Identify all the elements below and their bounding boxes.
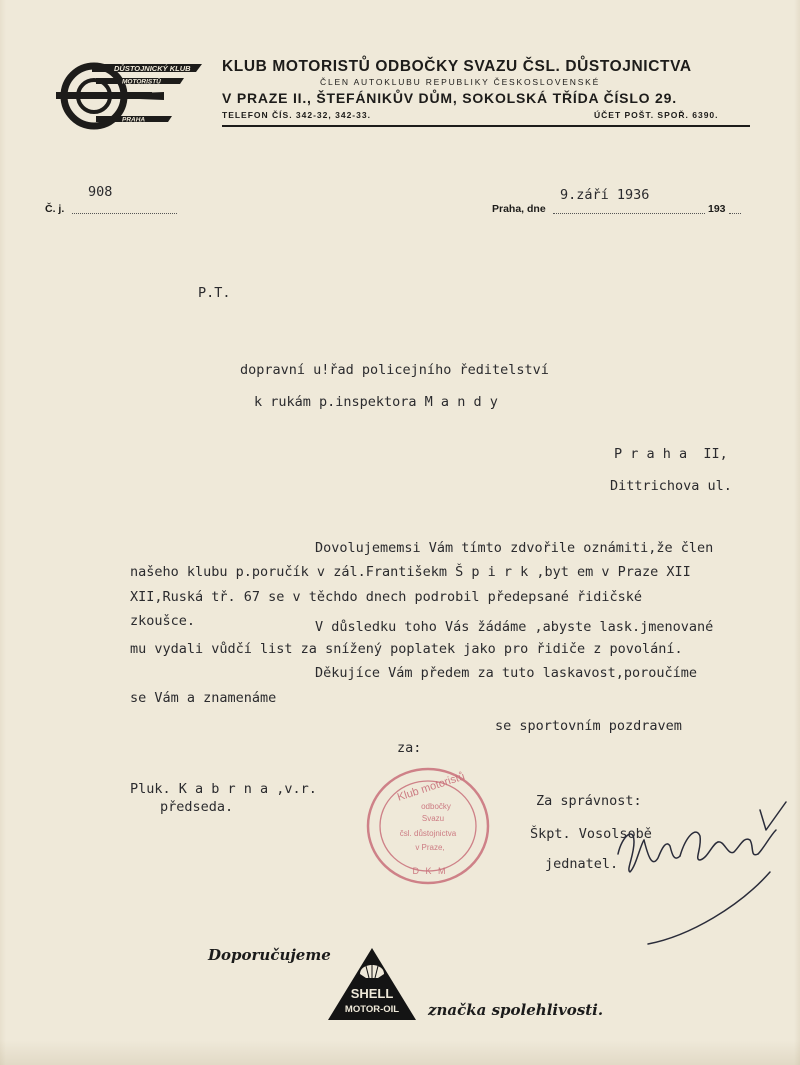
logo-text-top: DŮSTOJNICKÝ KLUB	[114, 64, 191, 73]
body-line-3: XII,Ruská tř. 67 se v těchdo dnech podrobil předepsané řidičské	[130, 589, 643, 605]
letterhead-club-name: KLUB MOTORISTŮ ODBOČKY SVAZU ČSL. DŮSTOJNICTVA	[222, 58, 692, 75]
secretary-name: Škpt. Vosolsobě	[530, 826, 652, 842]
stamp-text-4: čsl. důstojnictva	[399, 829, 457, 838]
closing-za: za:	[397, 740, 422, 756]
body-line-7: Děkujíce Vám předem za tuto laskavost,poroučíme	[315, 665, 698, 681]
reference-number: 908	[88, 184, 113, 200]
letterhead-rule	[222, 125, 750, 127]
stamp-text-2: odbočky	[421, 802, 451, 811]
chairman-name: Pluk. K a b r n a ,v.r.	[130, 781, 317, 797]
shell-logo-subtitle: MOTOR-OIL	[344, 1004, 400, 1015]
date-dotted-line	[553, 213, 705, 214]
letterhead-phone: TELEFON ČÍS. 342-32, 342-33.	[222, 110, 371, 120]
reference-label: Č. j.	[45, 203, 65, 215]
secretary-signature	[600, 796, 790, 952]
stamp-text-6: D K M	[412, 866, 448, 876]
letterhead-address: V PRAZE II., ŠTEFÁNIKŮV DŮM, SOKOLSKÁ TŘÍDA ČÍSLO 29.	[222, 90, 677, 106]
correctness-label: Za správnost:	[536, 793, 642, 809]
date-year-dots	[729, 213, 741, 214]
reference-dotted-line	[72, 213, 177, 214]
date-value: 9.září 1936	[560, 187, 650, 203]
salutation: P.T.	[198, 285, 231, 301]
stamp-text-3: Svazu	[421, 814, 445, 823]
shell-logo-brand: SHELL	[350, 986, 394, 1001]
secretary-title: jednatel.	[545, 856, 619, 872]
date-year-prefix: 193	[708, 203, 726, 215]
letterhead-account: ÚČET POŠT. SPOŘ. 6390.	[594, 110, 719, 120]
closing-greeting: se sportovním pozdravem	[495, 718, 682, 734]
body-line-8: se Vám a znamenáme	[130, 690, 277, 706]
recipient-city: P r a h a II,	[614, 446, 728, 462]
logo-text-mid: MOTORISTŮ	[122, 78, 161, 86]
body-line-6: mu vydali vůdčí list za snížený poplatek jako pro řidiče z povolání.	[130, 641, 683, 657]
shell-motor-oil-logo	[326, 946, 418, 1022]
body-line-1: Dovolujememsi Vám tímto zdvořile oznámiti,že člen	[315, 540, 714, 556]
recipient-street: Dittrichova ul.	[610, 478, 732, 494]
footer-tagline: značka spolehlivosti.	[428, 1001, 604, 1019]
club-logo	[52, 56, 212, 132]
club-round-stamp	[360, 766, 500, 888]
recipient-office: dopravní u!řad policejního ředitelství	[240, 362, 549, 378]
date-label: Praha, dne	[492, 203, 546, 215]
body-line-2: našeho klubu p.poručík v zál.Františekm Š p i r k ,byt em v Praze XII	[130, 564, 691, 580]
chairman-title: předseda.	[160, 799, 234, 815]
recipient-attention: k rukám p.inspektora M a n d y	[254, 394, 498, 410]
body-line-4: zkoušce.	[130, 613, 196, 629]
body-line-5: V důsledku toho Vás žádáme ,abyste lask.jmenované	[315, 619, 714, 635]
letterhead-membership: ČLEN AUTOKLUBU REPUBLIKY ČESKOSLOVENSKÉ	[320, 77, 601, 87]
stamp-text-5: v Praze,	[415, 843, 445, 852]
footer-recommend: Doporučujeme	[208, 946, 331, 964]
stamp-text-1: Klub motoristů	[395, 770, 467, 804]
logo-text-bottom: PRAHA	[122, 116, 146, 124]
